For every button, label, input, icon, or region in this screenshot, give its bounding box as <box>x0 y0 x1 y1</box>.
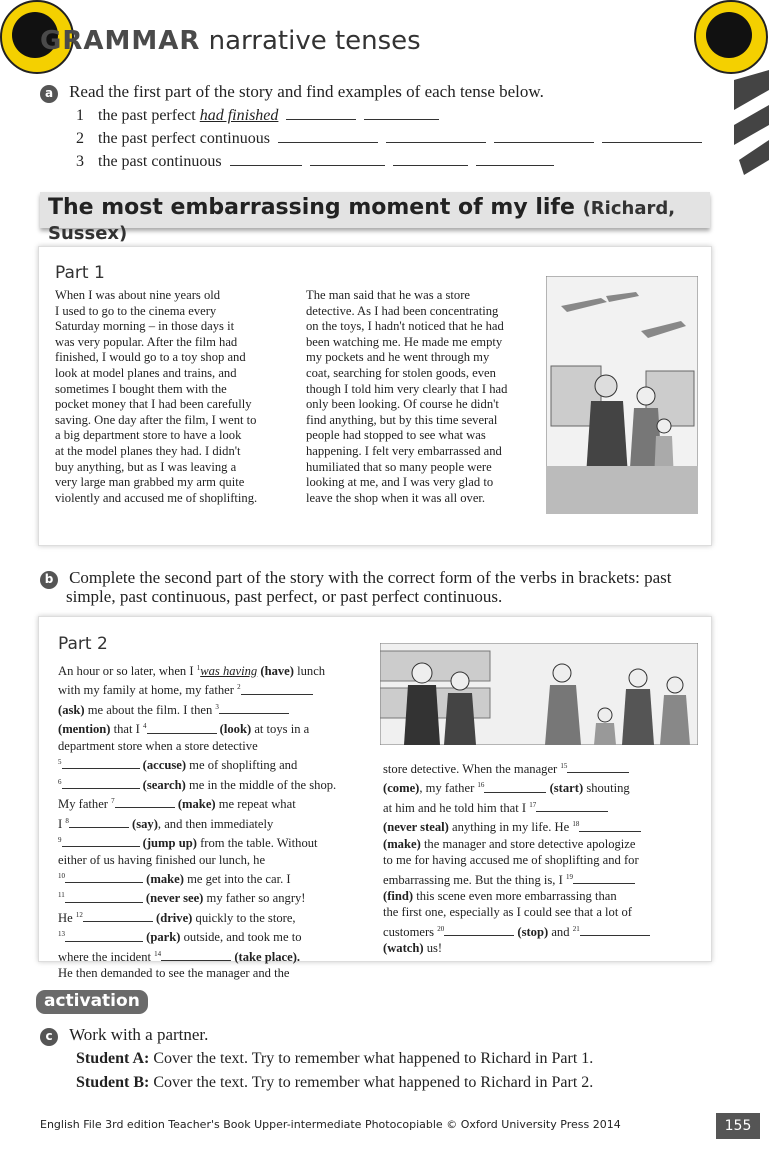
answer-blank[interactable] <box>573 873 635 884</box>
answer-blank[interactable] <box>579 821 641 832</box>
answer-blank[interactable] <box>230 151 302 166</box>
answer-blank[interactable] <box>364 105 439 120</box>
answer-blank[interactable] <box>393 151 468 166</box>
part2-column-1: An hour or so later, when I $^1$was having (have) lunch with my family at home, my father $^2$ (ask) me about the film. I then $^3$ (mention) that I $^4$ (look) at toys in a department store when a store detective $^5$ (accuse) me of shoplifting and $^6$ (search) me in the middle of the shop. My father $^7$ (make) me repeat what I $^8$ (say), and then immediately $^9$ (jump up) from the table. Without either of us having finished our lunch, he $^{10}$ (make) me get into the car. I $^{11}$ (never see) my father so angry! He $^{12}$ (drive) quickly to the store, $^{13}$ (park) outside, and took me to where the incident $^{14}$ (take place). He then demanded to see the manager and the <box>58 664 337 981</box>
answer-blank[interactable] <box>278 128 378 143</box>
student-b-instruction: Student B: Cover the text. Try to remember what happened to Richard in Part 2. <box>76 1074 594 1091</box>
exercise-c <box>40 1025 208 1046</box>
answer-blank[interactable] <box>241 684 313 695</box>
part1-heading: Part 1 <box>55 263 105 283</box>
answer-blank[interactable] <box>444 925 514 936</box>
example-answer: was having <box>200 664 258 679</box>
student-a-instruction: Student A: Cover the text. Try to remember what happened to Richard in Part 1. <box>76 1050 594 1067</box>
exercise-letter-c: c <box>40 1028 58 1046</box>
watermark-logo-right <box>694 0 768 74</box>
part1-column-1: When I was about nine years old I used to go to the cinema every Saturday morning – in those days it was very popular. After the film had finished, I would go to a toy shop and look at model planes and trains, and sometimes I bought them with the pocket money that I had been carefully saving. One day after the film, I went to a big department store to have a look at the model planes they had. I didn't buy anything, but as I was leaving a very large man grabbed my arm quite violently and accused me of shoplifting. <box>55 288 258 505</box>
page-title: GRAMMAR narrative tenses <box>40 26 421 56</box>
answer-blank[interactable] <box>286 105 356 120</box>
toy-shop-illustration <box>546 276 698 514</box>
page-number: 155 <box>716 1113 760 1139</box>
answer-blank[interactable] <box>219 703 289 714</box>
exercise-b <box>40 568 671 589</box>
answer-blank[interactable] <box>161 950 231 961</box>
answer-blank[interactable] <box>62 778 140 789</box>
story-title-band <box>40 192 710 244</box>
exercise-b-instruction-cont: simple, past continuous, past perfect, or past perfect continuous. <box>66 587 503 606</box>
part2-column-2: store detective. When the manager $^{15}$ (come), my father $^{16}$ (start) shouting at him and he told him that I $^{17}$ (never steal) anything in my life. He $^{18}$ (make) the manager and store detective apologize to me for having accused me of shoplifting and for embarrassing me. But the thing is, I $^{19}$ (find) this scene even more embarrassing than the first one, especially as I could see that a lot of customers $^{20}$ (stop) and $^{21}$ (watch) us! <box>383 758 650 956</box>
answer-blank[interactable] <box>484 782 546 793</box>
exercise-a-instruction: Read the first part of the story and find examples of each tense below. <box>69 82 544 101</box>
answer-blank[interactable] <box>494 128 594 143</box>
answer-blank[interactable] <box>115 797 175 808</box>
list-item: 3 the past continuous <box>76 151 702 174</box>
exercise-letter-b: b <box>40 571 58 589</box>
decorative-stripes <box>734 70 769 180</box>
answer-blank[interactable] <box>83 911 153 922</box>
answer-blank[interactable] <box>62 758 140 769</box>
answer-blank[interactable] <box>567 762 629 773</box>
answer-blank[interactable] <box>602 128 702 143</box>
example-answer: had finished <box>199 107 279 124</box>
answer-blank[interactable] <box>62 836 140 847</box>
answer-blank[interactable] <box>65 872 143 883</box>
answer-blank[interactable] <box>65 931 143 942</box>
exercise-b-instruction: Complete the second part of the story with the correct form of the verbs in brackets: past <box>69 568 672 587</box>
answer-blank[interactable] <box>310 151 385 166</box>
exercise-a-list <box>76 105 702 174</box>
answer-blank[interactable] <box>147 723 217 734</box>
answer-blank[interactable] <box>536 801 608 812</box>
list-item: 1 the past perfect had finished <box>76 105 702 128</box>
part2-heading: Part 2 <box>58 634 108 654</box>
activation-label: activation <box>36 990 148 1014</box>
exercise-a <box>40 82 544 103</box>
story-title: The most embarrassing moment of my life (Richard, Sussex) <box>48 195 676 244</box>
part1-column-2: The man said that he was a store detective. As I had been concentrating on the toys, I hadn't noticed that he had been watching me. He made me empty my pockets and he went through my coat, searching for stolen goods, even though I told him very clearly that I had only been looking. Of course he didn't find anything, but by this time several people had stopped to see what was happening. I felt very embarrassed and humiliated that so many people were looking at me, and I was very glad to leave the shop when it was all over. <box>306 288 508 505</box>
exercise-c-instruction: Work with a partner. <box>69 1025 209 1044</box>
answer-blank[interactable] <box>69 817 129 828</box>
answer-blank[interactable] <box>386 128 486 143</box>
footer-text: English File 3rd edition Teacher's Book Upper-intermediate Photocopiable © Oxford University Press 2014 <box>40 1118 621 1131</box>
list-item: 2 the past perfect continuous <box>76 128 702 151</box>
answer-blank[interactable] <box>476 151 554 166</box>
exercise-letter-a: a <box>40 85 58 103</box>
answer-blank[interactable] <box>65 892 143 903</box>
answer-blank[interactable] <box>580 925 650 936</box>
manager-illustration <box>380 643 698 745</box>
